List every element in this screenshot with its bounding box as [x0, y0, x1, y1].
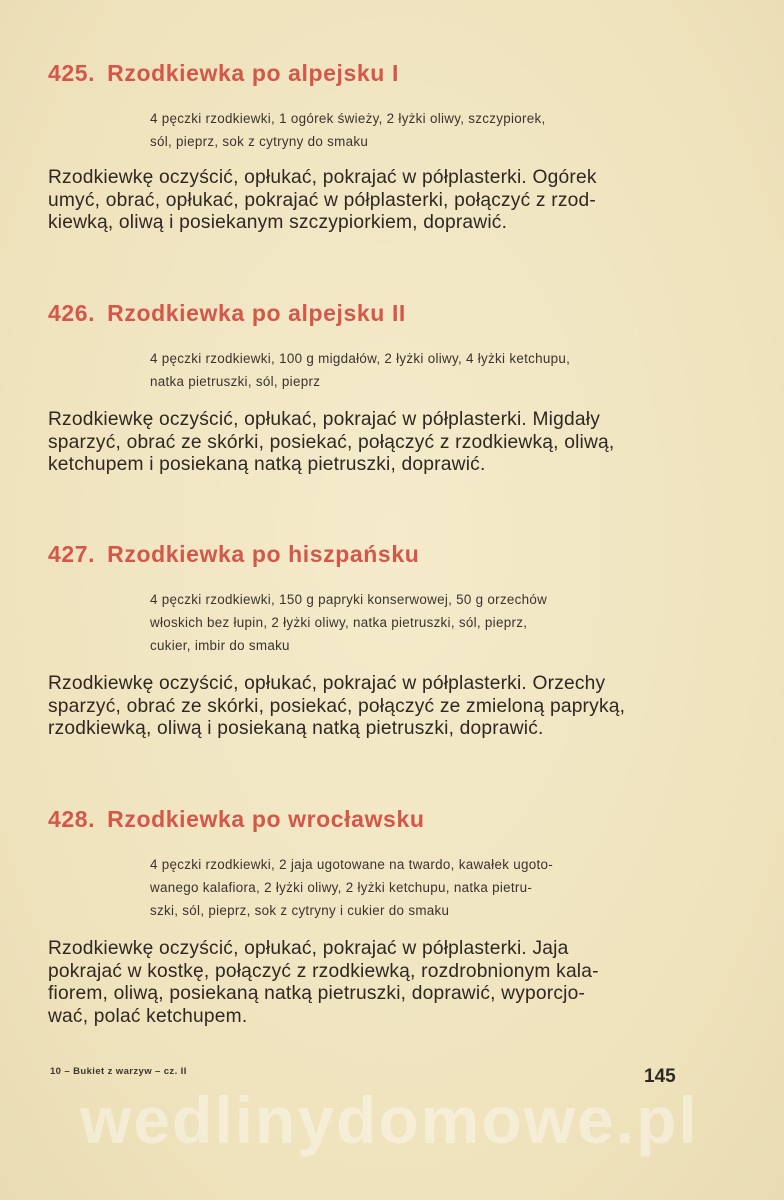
- recipe-427: [48, 541, 698, 741]
- ingredients-list: [150, 347, 690, 393]
- recipe-title: [48, 541, 698, 568]
- recipe-number: 428.: [48, 806, 96, 832]
- directions-line: Rzodkiewkę oczyścić, opłukać, pokrajać w półplasterki. Ogórek: [48, 167, 597, 188]
- page-number: 145: [644, 1066, 676, 1087]
- recipe-name: Rzodkiewka po hiszpańsku: [107, 541, 420, 567]
- directions-line: Rzodkiewkę oczyścić, opłukać, pokrajać w półplasterki. Migdały: [48, 409, 601, 430]
- recipe-name: Rzodkiewka po alpejsku I: [107, 60, 399, 86]
- ingredients-list: [150, 853, 690, 922]
- footer-note: 10 – Bukiet z warzyw – cz. II: [50, 1066, 187, 1077]
- recipe-428: [48, 806, 698, 1028]
- ingredients-list: [150, 107, 690, 153]
- directions-line: Rzodkiewkę oczyścić, opłukać, pokrajać w półplasterki. Jaja: [48, 938, 569, 959]
- directions-line: ketchupem i posiekaną natką pietruszki, doprawić.: [48, 454, 486, 475]
- recipe-number: 426.: [48, 300, 96, 326]
- recipe-number: 427.: [48, 541, 96, 567]
- recipe-426: [48, 300, 698, 477]
- ingredients-line: 4 pęczki rzodkiewki, 2 jaja ugotowane na twardo, kawałek ugoto-: [150, 857, 553, 872]
- recipe-title: [48, 806, 698, 833]
- ingredients-line: szki, sól, pieprz, sok z cytryny i cukier do smaku: [150, 903, 450, 918]
- ingredients-line: włoskich bez łupin, 2 łyżki oliwy, natka pietruszki, sól, pieprz,: [150, 615, 528, 630]
- ingredients-list: [150, 588, 690, 657]
- ingredients-line: cukier, imbir do smaku: [150, 638, 290, 653]
- recipe-number: 425.: [48, 60, 96, 86]
- ingredients-line: 4 pęczki rzodkiewki, 150 g papryki konserwowej, 50 g orzechów: [150, 592, 548, 607]
- directions-line: rzodkiewką, oliwą i posiekaną natką pietruszki, doprawić.: [48, 718, 544, 739]
- ingredients-line: natka pietruszki, sól, pieprz: [150, 374, 321, 389]
- directions-line: fiorem, oliwą, posiekaną natką pietruszki, doprawić, wyporcjo-: [48, 983, 586, 1004]
- recipe-title: [48, 60, 698, 87]
- recipe-name: Rzodkiewka po wrocławsku: [107, 806, 425, 832]
- ingredients-line: 4 pęczki rzodkiewki, 100 g migdałów, 2 łyżki oliwy, 4 łyżki ketchupu,: [150, 351, 571, 366]
- directions-line: sparzyć, obrać ze skórki, posiekać, połączyć ze zmieloną papryką,: [48, 695, 626, 717]
- directions-line: umyć, obrać, opłukać, pokrajać w półplasterki, połączyć z rzod-: [48, 189, 596, 211]
- ingredients-line: wanego kalafiora, 2 łyżki oliwy, 2 łyżki ketchupu, natka pietru-: [150, 880, 533, 895]
- directions-line: wać, polać ketchupem.: [48, 1005, 248, 1027]
- directions-line: sparzyć, obrać ze skórki, posiekać, połączyć z rzodkiewką, oliwą,: [48, 431, 615, 453]
- directions-text: [48, 938, 698, 1028]
- ingredients-line: sól, pieprz, sok z cytryny do smaku: [150, 134, 369, 149]
- directions-line: kiewką, oliwą i posiekanym szczypiorkiem, doprawić.: [48, 212, 508, 233]
- directions-text: [48, 167, 698, 235]
- recipe-title: [48, 300, 698, 327]
- directions-line: pokrajać w kostkę, połączyć z rzodkiewką, rozdrobnionym kala-: [48, 960, 599, 982]
- ingredients-line: 4 pęczki rzodkiewki, 1 ogórek świeży, 2 łyżki oliwy, szczypiorek,: [150, 111, 546, 126]
- recipe-name: Rzodkiewka po alpejsku II: [107, 300, 406, 326]
- directions-text: [48, 673, 698, 741]
- directions-text: [48, 409, 698, 477]
- watermark: wedlinydomowe.pl: [80, 1083, 699, 1157]
- directions-line: Rzodkiewkę oczyścić, opłukać, pokrajać w półplasterki. Orzechy: [48, 673, 606, 694]
- recipe-425: [48, 60, 698, 235]
